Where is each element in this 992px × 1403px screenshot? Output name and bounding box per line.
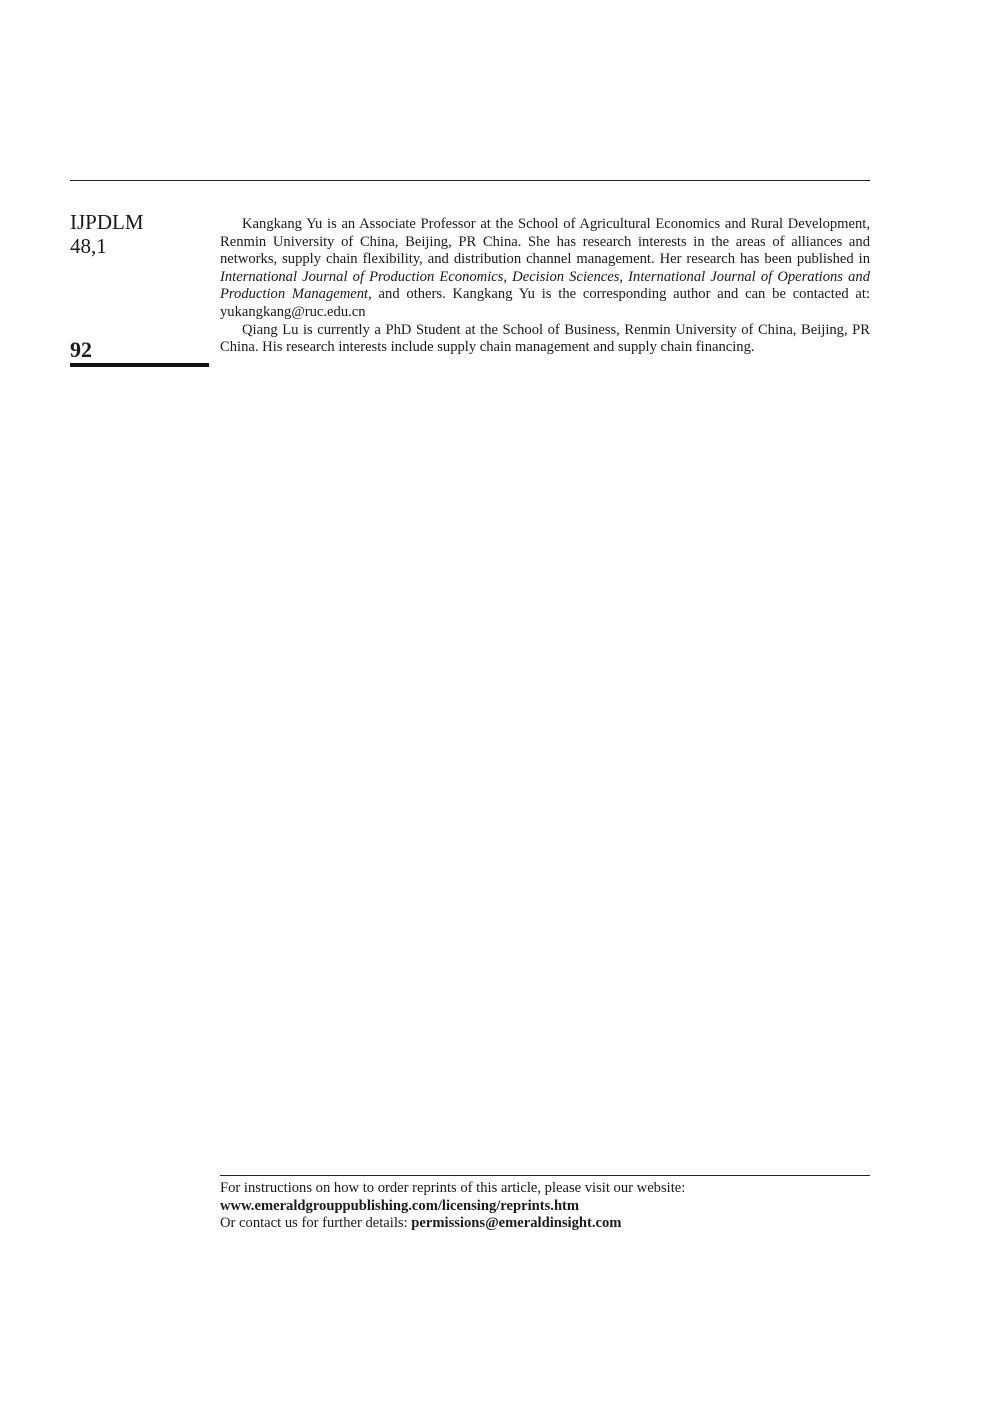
contact-email-link[interactable]: permissions@emeraldinsight.com <box>411 1215 622 1232</box>
page-number: 92 <box>70 337 92 362</box>
page-number-rule <box>70 363 209 367</box>
reprints-link[interactable]: www.emeraldgrouppublishing.com/licensing/reprints.htm <box>220 1197 580 1214</box>
header-rule <box>70 180 870 181</box>
bio-text-continued: , and others. Kangkang Yu is the corresponding author and can be contacted at: yukangkang@ruc.edu.cn <box>220 286 870 320</box>
volume-issue: 48,1 <box>70 234 107 258</box>
author-bios <box>220 216 870 357</box>
margin-column <box>70 210 210 258</box>
bio-paragraph <box>220 216 870 322</box>
bio-journals: International Journal of Production Economics, Decision Sciences, International Journal of Operations and Production Management <box>220 268 870 303</box>
contact-line <box>220 1215 870 1233</box>
reprints-instructions: For instructions on how to order reprints of this article, please visit our website: <box>220 1180 686 1196</box>
bio-paragraph: Qiang Lu is currently a PhD Student at the School of Business, Renmin University of China, Beijing, PR China. His research interests include supply chain management and supply chain financing. <box>220 321 870 356</box>
bio-text: Kangkang Yu is an Associate Professor at the School of Agricultural Economics and Rural Development, Renmin University of China, Beijing, PR China. She has research interests in the areas of alliances and networks, supply chain flexibility, and distribution channel management. Her research has been published in <box>220 216 870 268</box>
footer-rule <box>220 1175 870 1176</box>
contact-prefix: Or contact us for further details: <box>220 1215 412 1232</box>
reprints-footer <box>220 1180 870 1233</box>
journal-abbreviation: IJPDLM <box>70 210 144 234</box>
